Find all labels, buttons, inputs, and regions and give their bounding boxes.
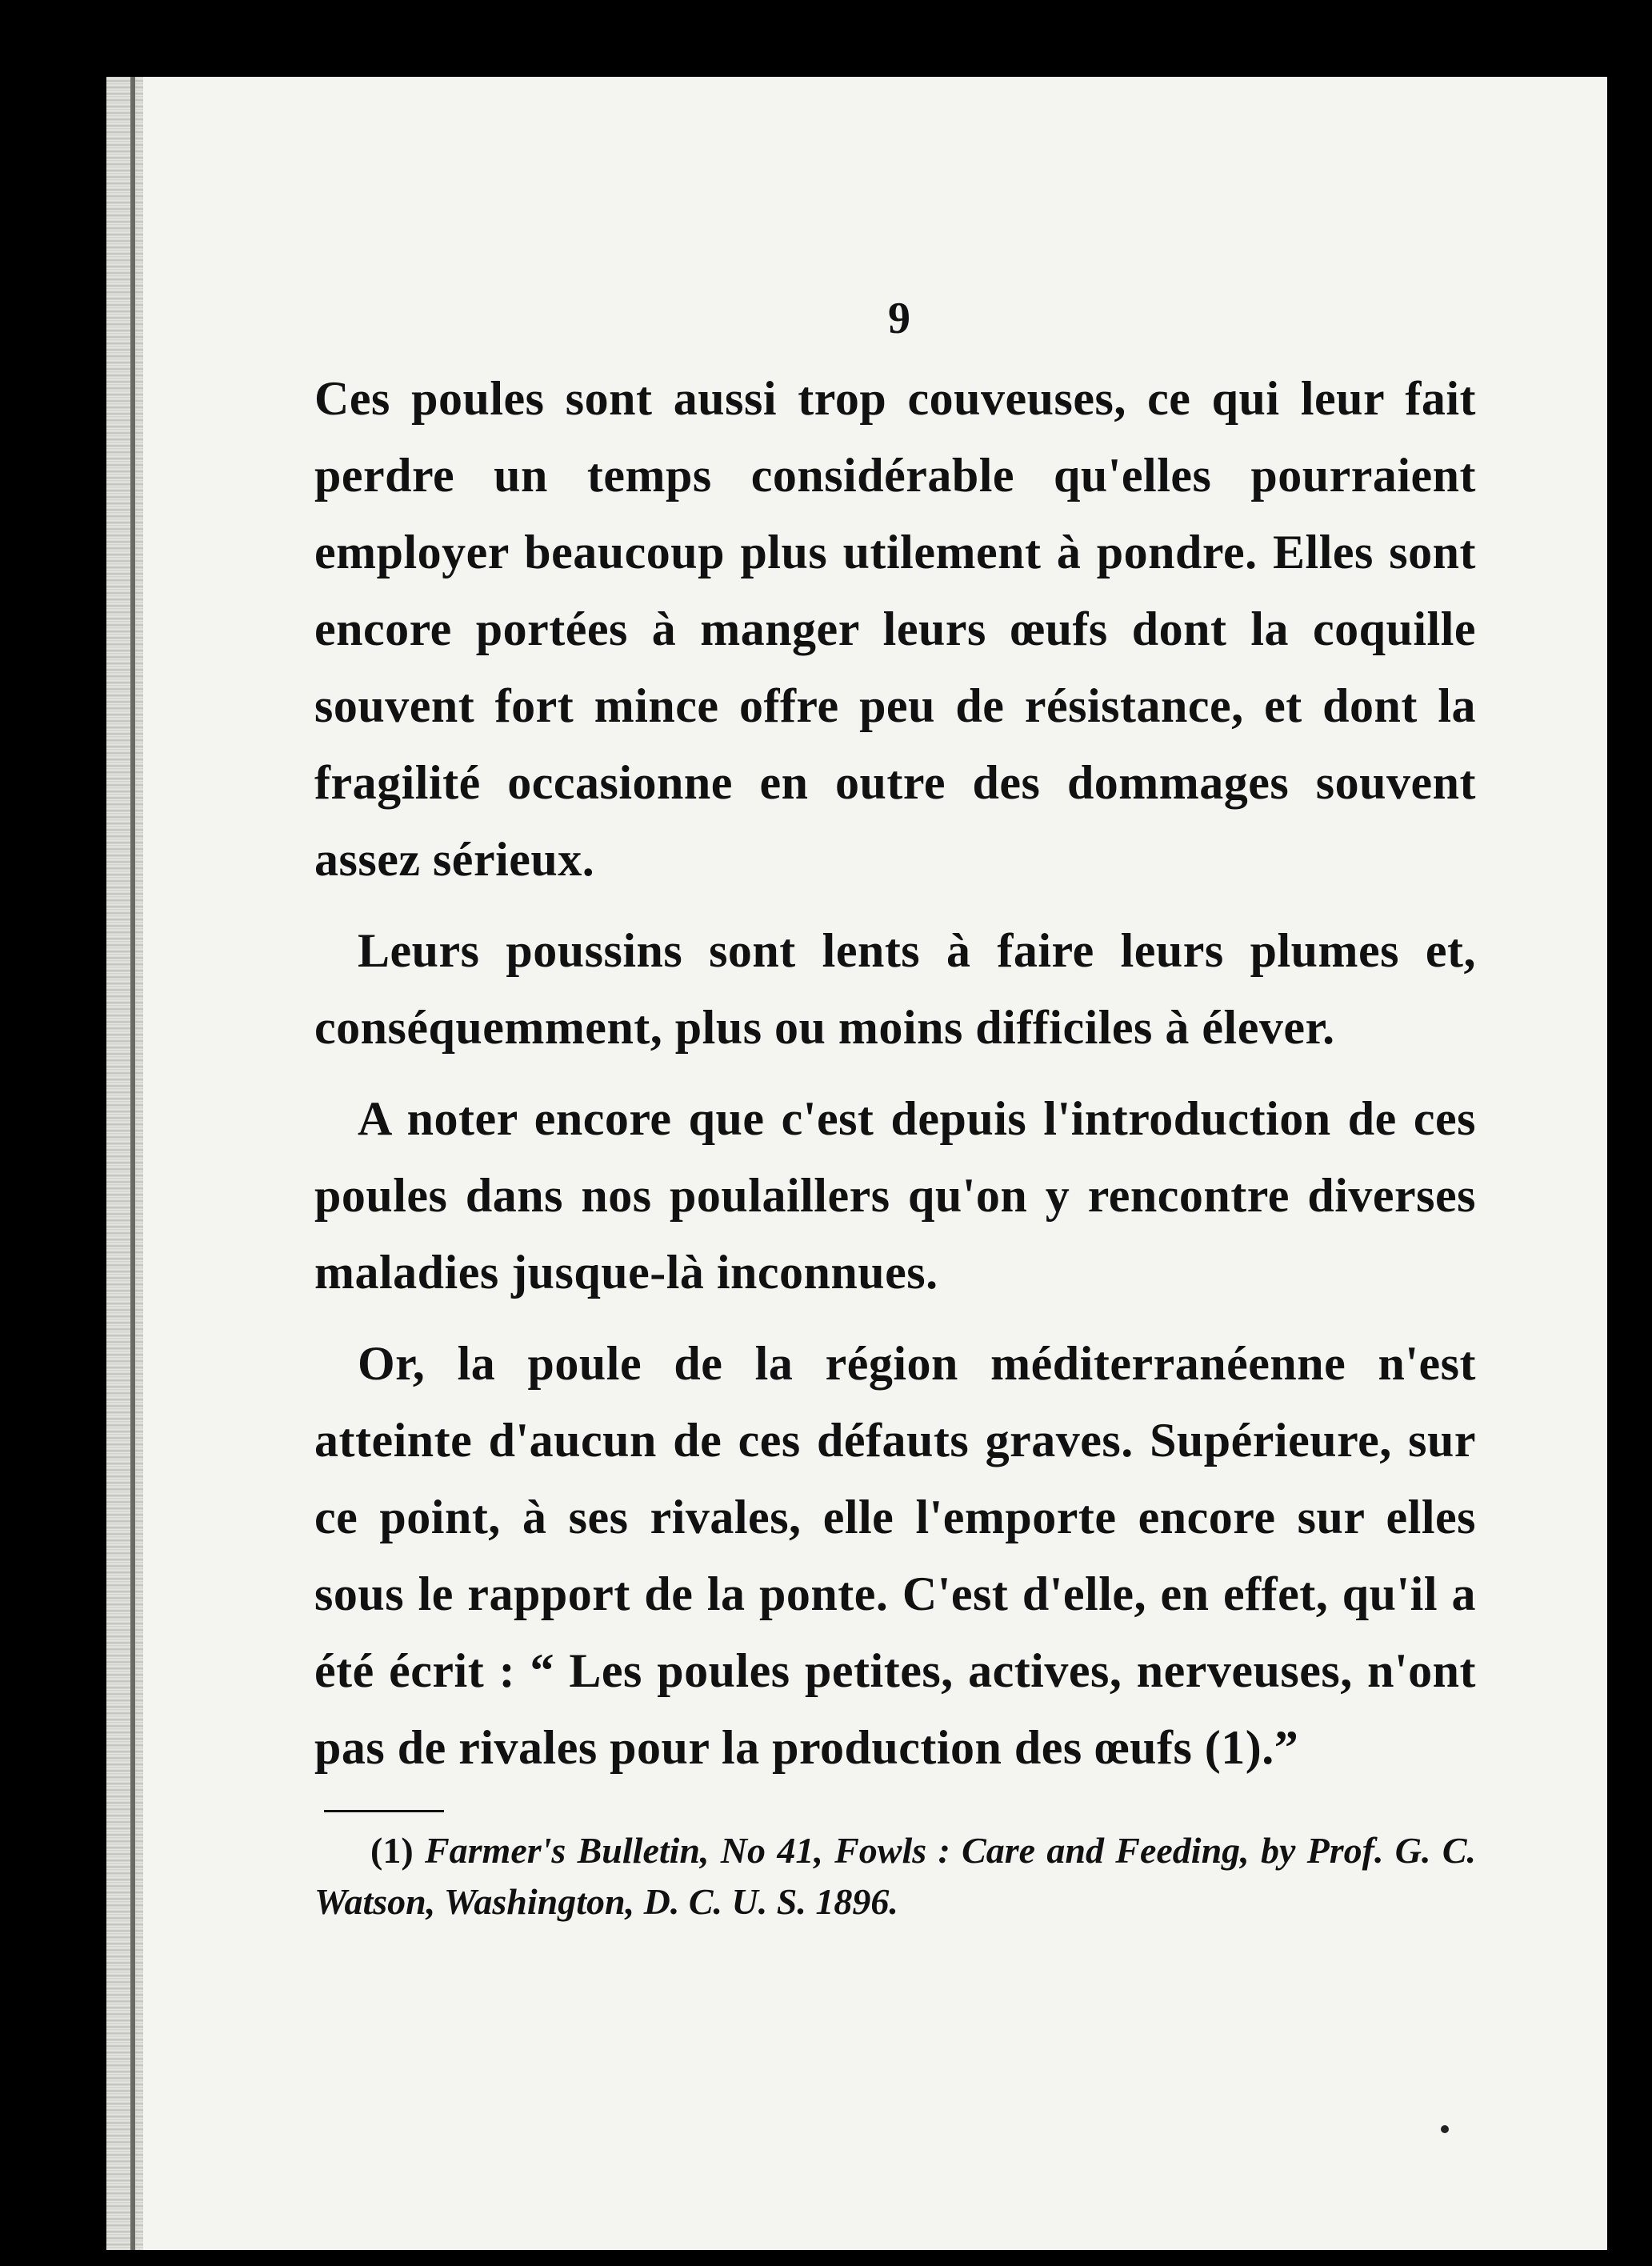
page-number: 9: [888, 294, 910, 343]
footnote-separator: [324, 1810, 444, 1812]
footnote-text: Farmer's Bulletin, No 41, Fowls : Care and Feeding, by Prof. G. C. Watson, Washington, D. C. U. S. 1896.: [314, 1830, 1477, 1922]
paragraph-3: A noter encore que c'est depuis l'introduction de ces poules dans nos poulaillers qu'on y rencontre diverses maladies jusque-là inconnues.: [314, 1092, 1476, 1299]
paragraph-4: Or, la poule de la région méditerranéenne n'est atteinte d'aucun de ces défauts graves. Supérieure, sur ce point, à ses rivales, elle l'emporte encore sur elles sous le rapport de la ponte. C'est d'elle, en effet, qu'il a été écrit : “ Les poules petites, actives, nerveuses, n'ont pas de rivales pour la production des œufs (1).”: [314, 1337, 1476, 1774]
footnote-marker: (1): [370, 1830, 414, 1871]
paragraph-2: Leurs poussins sont lents à faire leurs plumes et, conséquemment, plus ou moins difficiles à élever.: [314, 924, 1476, 1054]
footnote: [314, 1825, 1476, 1928]
document-page: [106, 77, 1607, 2250]
page-text-block: [314, 293, 1476, 1928]
paragraph-1: Ces poules sont aussi trop couveuses, ce qui leur fait perdre un temps considérable qu'elles pourraient employer beaucoup plus utilement à pondre. Elles sont encore portées à manger leurs œufs dont la coquille souvent fort mince offre peu de résistance, et dont la fragilité occasionne en outre des dommages souvent assez sérieux.: [314, 372, 1476, 886]
page-binding-edge: [106, 77, 143, 2250]
page-binding-line: [130, 77, 135, 2250]
scan-speck: [1441, 2125, 1449, 2133]
